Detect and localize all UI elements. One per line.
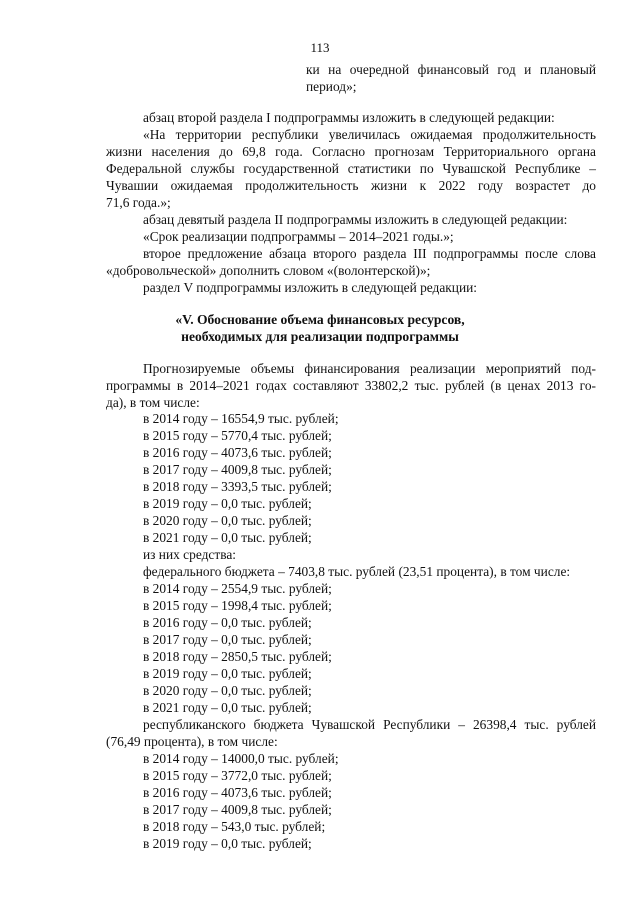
republic-year-line: в 2015 году – 3772,0 тыс. рублей; [143,768,332,783]
total-year-line: в 2017 году – 4009,8 тыс. рублей; [143,462,332,477]
federal-year-line: в 2020 году – 0,0 тыс. рублей; [143,683,312,698]
paragraph-line: второе предложение абзаца второго раздела III подпрограммы после слова [143,246,596,261]
intro-line: программы в 2014–2021 годах составляют 33802,2 тыс. рублей (в ценах 2013 го- [106,378,596,393]
section-heading: «V. Обоснование объема финансовых ресурсов, [175,312,465,327]
paragraph-line: абзац второй раздела I подпрограммы изложить в следующей редакции: [143,110,555,125]
total-year-line: в 2015 году – 5770,4 тыс. рублей; [143,428,332,443]
federal-year-line: в 2017 году – 0,0 тыс. рублей; [143,632,312,647]
paragraph-line: жизни населения до 69,8 года. Согласно прогнозам Территориального органа [106,144,596,159]
federal-year-line: в 2014 году – 2554,9 тыс. рублей; [143,581,332,596]
federal-year-line: в 2015 году – 1998,4 тыс. рублей; [143,598,332,613]
federal-year-line: в 2016 году – 0,0 тыс. рублей; [143,615,312,630]
section-heading: необходимых для реализации подпрограммы [181,329,459,344]
federal-title: федерального бюджета – 7403,8 тыс. рублей (23,51 процента), в том числе: [143,564,571,579]
federal-year-line: в 2019 году – 0,0 тыс. рублей; [143,666,312,681]
total-year-line: в 2014 году – 16554,9 тыс. рублей; [143,411,339,426]
intro-line: да), в том числе: [106,395,200,410]
total-year-line: в 2019 году – 0,0 тыс. рублей; [143,496,312,511]
republic-title: (76,49 процента), в том числе: [106,734,278,749]
federal-year-line: в 2021 году – 0,0 тыс. рублей; [143,700,312,715]
paragraph-line: абзац девятый раздела II подпрограммы изложить в следующей редакции: [143,212,568,227]
total-year-line: в 2021 году – 0,0 тыс. рублей; [143,530,312,545]
continuation-line: ки на очередной финансовый год и плановый [306,62,596,77]
paragraph-line: «добровольческой» дополнить словом «(волонтерской)»; [106,263,431,278]
continuation-line: период»; [306,79,357,94]
intro-line: Прогнозируемые объемы финансирования реализации мероприятий под- [143,361,596,376]
republic-year-line: в 2018 году – 543,0 тыс. рублей; [143,819,326,834]
paragraph-line: Федеральной службы государственной статистики по Чувашской Республике – [106,161,596,176]
republic-year-line: в 2017 году – 4009,8 тыс. рублей; [143,802,332,817]
federal-year-line: в 2018 году – 2850,5 тыс. рублей; [143,649,332,664]
paragraph-line: 71,6 года.»; [106,195,171,210]
page-number: 113 [310,40,330,55]
republic-title: республиканского бюджета Чувашской Республики – 26398,4 тыс. рублей [143,717,596,732]
of-which-line: из них средства: [143,547,237,562]
total-year-line: в 2018 году – 3393,5 тыс. рублей; [143,479,332,494]
republic-year-line: в 2014 году – 14000,0 тыс. рублей; [143,751,339,766]
republic-year-line: в 2019 году – 0,0 тыс. рублей; [143,836,312,851]
total-year-line: в 2020 году – 0,0 тыс. рублей; [143,513,312,528]
paragraph-line: раздел V подпрограммы изложить в следующей редакции: [143,280,478,295]
paragraph-line: Чувашии ожидаемая продолжительность жизни к 2022 году возрастет до [106,178,596,193]
paragraph-line: «Срок реализации подпрограммы – 2014–2021 годы.»; [143,229,454,244]
total-year-line: в 2016 году – 4073,6 тыс. рублей; [143,445,332,460]
paragraph-line: «На территории республики увеличилась ожидаемая продолжительность [143,127,596,142]
republic-year-line: в 2016 году – 4073,6 тыс. рублей; [143,785,332,800]
